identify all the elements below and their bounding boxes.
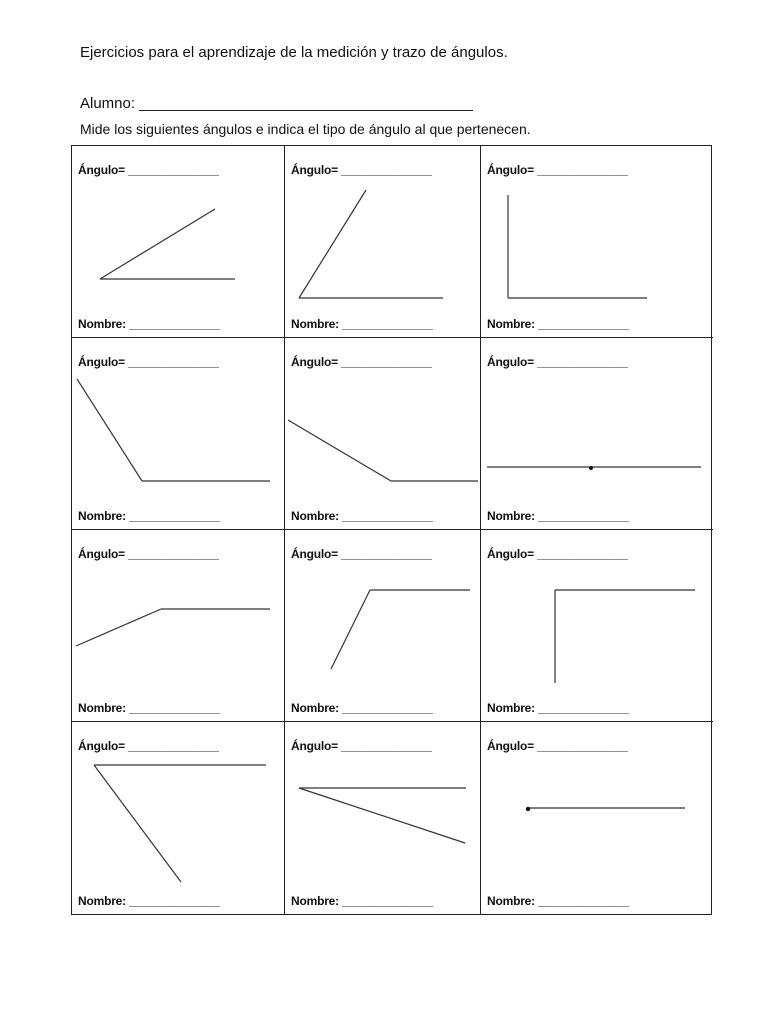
angle-figure: [481, 146, 713, 337]
exercise-cell: [72, 530, 285, 722]
angle-field-label: Ángulo= ______________: [487, 739, 628, 753]
angle-figure: [481, 530, 713, 721]
angle-figure: [481, 722, 713, 914]
angle-field-label: Ángulo= ______________: [78, 739, 219, 753]
angle-field-label: Ángulo= ______________: [291, 355, 432, 369]
exercise-grid: [71, 145, 712, 915]
name-field-label: Nombre: ______________: [78, 317, 220, 331]
angle-field-label: Ángulo= ______________: [487, 547, 628, 561]
angle-figure: [285, 722, 480, 914]
exercise-cell: [285, 722, 481, 914]
angle-field-label: Ángulo= ______________: [78, 355, 219, 369]
angle-figure: [72, 146, 284, 337]
exercise-cell: [481, 530, 713, 722]
exercise-cell: [285, 338, 481, 530]
name-field-label: Nombre: ______________: [291, 509, 433, 523]
angle-field-label: Ángulo= ______________: [487, 163, 628, 177]
exercise-cell: [481, 146, 713, 338]
name-field-label: Nombre: ______________: [291, 701, 433, 715]
name-field-label: Nombre: ______________: [291, 894, 433, 908]
angle-figure: [285, 530, 480, 721]
name-field-label: Nombre: ______________: [291, 317, 433, 331]
angle-field-label: Ángulo= ______________: [291, 739, 432, 753]
angle-figure: [72, 338, 284, 529]
angle-figure: [481, 338, 713, 529]
angle-figure: [72, 530, 284, 721]
name-field-label: Nombre: ______________: [78, 894, 220, 908]
exercise-cell: [481, 722, 713, 914]
worksheet-title: Ejercicios para el aprendizaje de la medición y trazo de ángulos.: [80, 44, 508, 61]
name-field-label: Nombre: ______________: [487, 701, 629, 715]
name-field-label: Nombre: ______________: [487, 894, 629, 908]
angle-field-label: Ángulo= ______________: [291, 163, 432, 177]
name-field-label: Nombre: ______________: [78, 701, 220, 715]
angle-field-label: Ángulo= ______________: [487, 355, 628, 369]
angle-field-label: Ángulo= ______________: [78, 163, 219, 177]
student-name-line: Alumno: ________________________________________: [80, 95, 473, 112]
exercise-cell: [481, 338, 713, 530]
name-field-label: Nombre: ______________: [487, 509, 629, 523]
exercise-cell: [72, 722, 285, 914]
instructions-text: Mide los siguientes ángulos e indica el tipo de ángulo al que pertenecen.: [80, 121, 531, 137]
angle-figure: [285, 338, 480, 529]
angle-figure: [72, 722, 284, 914]
exercise-cell: [72, 338, 285, 530]
name-field-label: Nombre: ______________: [78, 509, 220, 523]
exercise-cell: [72, 146, 285, 338]
angle-figure: [285, 146, 480, 337]
angle-field-label: Ángulo= ______________: [291, 547, 432, 561]
exercise-cell: [285, 530, 481, 722]
name-field-label: Nombre: ______________: [487, 317, 629, 331]
angle-field-label: Ángulo= ______________: [78, 547, 219, 561]
exercise-cell: [285, 146, 481, 338]
